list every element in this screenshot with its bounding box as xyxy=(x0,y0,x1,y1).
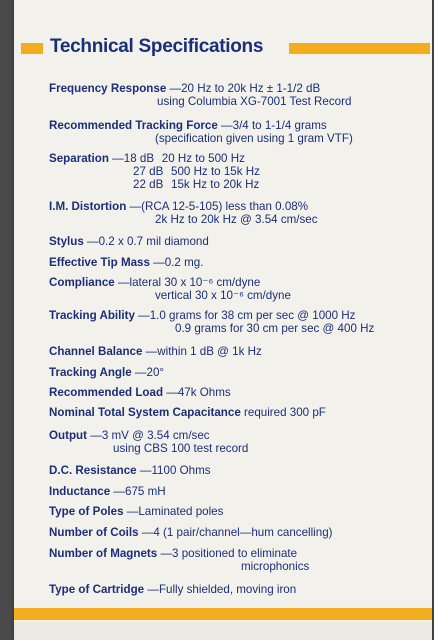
spec-stylus xyxy=(49,235,429,248)
spec-label: Separation xyxy=(49,152,109,165)
spec-value: —4 (1 pair/channel—hum cancelling) xyxy=(138,526,333,539)
spec-label: Inductance xyxy=(49,485,111,498)
spec-label: Stylus xyxy=(49,235,84,248)
spec-value: —1100 Ohms xyxy=(136,464,211,477)
spec-value: —Fully shielded, moving iron xyxy=(144,583,297,596)
spec-number-of-coils xyxy=(49,526,429,539)
spec-label: Type of Poles xyxy=(49,505,124,518)
spec-value-2: vertical 30 x 10⁻⁶ cm/dyne xyxy=(155,289,291,302)
spec-im-distortion xyxy=(49,200,429,226)
spec-tracking-angle xyxy=(49,366,429,379)
spec-frequency-response xyxy=(49,82,429,108)
spec-label: Recommended Load xyxy=(49,386,164,399)
spec-card xyxy=(14,0,432,640)
spec-label: Type of Cartridge xyxy=(49,583,145,596)
spec-label: Tracking Angle xyxy=(49,366,132,379)
accent-stripe-top-right xyxy=(289,43,430,54)
spec-effective-tip-mass xyxy=(49,256,429,269)
spec-compliance xyxy=(49,276,429,302)
spec-value: —20 Hz to 20k Hz ± 1-1/2 dB xyxy=(166,82,321,95)
spec-inductance xyxy=(49,485,429,498)
spec-value: —0.2 mg. xyxy=(149,256,204,269)
spec-value-2: microphonics xyxy=(241,560,310,573)
spec-value: —3 positioned to eliminate xyxy=(157,547,298,560)
spec-value: —3 mV @ 3.54 cm/sec xyxy=(87,429,210,442)
spec-recommended-load xyxy=(49,386,429,399)
spec-label: Tracking Ability xyxy=(49,309,135,322)
spec-value: —(RCA 12-5-105) less than 0.08% xyxy=(126,200,309,213)
spec-value-2: 2k Hz to 20k Hz @ 3.54 cm/sec xyxy=(155,213,318,226)
spec-label: Nominal Total System Capacitance xyxy=(49,406,241,419)
spec-label: Frequency Response xyxy=(49,82,167,95)
separation-db: 27 dB xyxy=(133,165,164,178)
spec-capacitance xyxy=(49,406,429,419)
spec-value: —675 mH xyxy=(110,485,166,498)
spec-value-2: using CBS 100 test record xyxy=(113,442,249,455)
spec-label: Output xyxy=(49,429,87,442)
spec-value-2: 0.9 grams for 30 cm per sec @ 400 Hz xyxy=(175,322,375,335)
spec-value: required 300 pF xyxy=(240,406,326,419)
spec-label: I.M. Distortion xyxy=(49,200,127,213)
spec-type-of-cartridge xyxy=(49,583,429,596)
page-title: Technical Specifications xyxy=(50,36,264,57)
spec-label: Number of Magnets xyxy=(49,547,158,560)
spec-value-2: using Columbia XG-7001 Test Record xyxy=(157,95,352,108)
spec-channel-balance xyxy=(49,345,429,358)
spec-value: —0.2 x 0.7 mil diamond xyxy=(83,235,209,248)
spec-label: Channel Balance xyxy=(49,345,143,358)
spec-value: —20° xyxy=(131,366,165,379)
card-bottom-margin xyxy=(14,622,432,640)
spec-tracking-ability xyxy=(49,309,429,335)
spec-value: —3/4 to 1-1/4 grams xyxy=(217,119,327,132)
accent-stripe-bottom xyxy=(14,608,432,620)
spec-output xyxy=(49,429,429,455)
spec-dc-resistance xyxy=(49,464,429,477)
accent-stripe-top-left xyxy=(21,43,43,54)
spec-value: —47k Ohms xyxy=(163,386,231,399)
spec-label: Effective Tip Mass xyxy=(49,256,150,269)
spec-separation: Separation —18 dB 20 Hz to 500 Hz 27 dB 500 Hz to 15k Hz 22 dB 15k Hz to 20k Hz xyxy=(49,152,260,191)
spec-value: —1.0 grams for 38 cm per sec @ 1000 Hz xyxy=(134,309,356,322)
spec-value-2: (specification given using 1 gram VTF) xyxy=(155,132,353,145)
spec-label: Compliance xyxy=(49,276,115,289)
spec-label: Recommended Tracking Force xyxy=(49,119,218,132)
spec-value: —Laminated poles xyxy=(123,505,224,518)
spec-label: Number of Coils xyxy=(49,526,139,539)
separation-range: 500 Hz to 15k Hz xyxy=(171,165,260,178)
separation-db: 18 dB xyxy=(123,152,155,165)
separation-range: 15k Hz to 20k Hz xyxy=(171,178,260,191)
spec-tracking-force xyxy=(49,119,429,145)
spec-label: D.C. Resistance xyxy=(49,464,137,477)
spec-value: —lateral 30 x 10⁻⁶ cm/dyne xyxy=(114,276,261,289)
separation-db: 22 dB xyxy=(133,178,164,191)
separation-range: 20 Hz to 500 Hz xyxy=(161,152,245,165)
spec-type-of-poles xyxy=(49,505,429,518)
spec-value: —within 1 dB @ 1k Hz xyxy=(142,345,262,358)
spec-number-of-magnets xyxy=(49,547,429,573)
